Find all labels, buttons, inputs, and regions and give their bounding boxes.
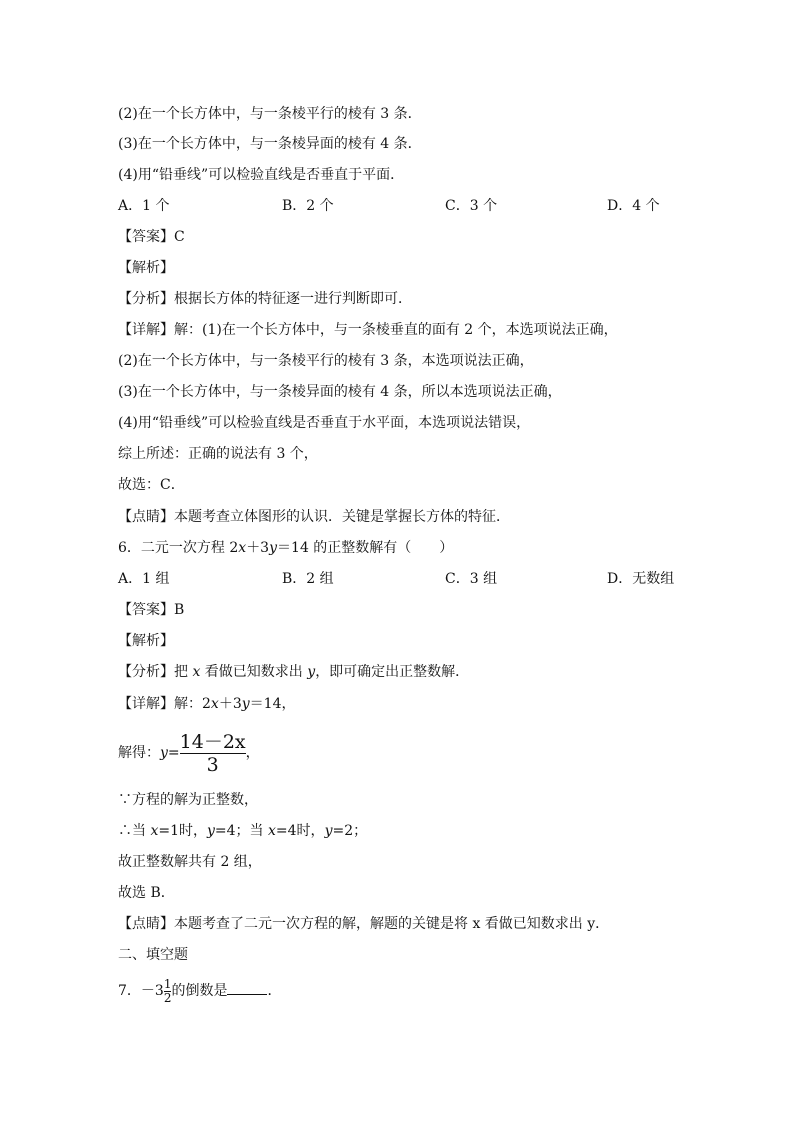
- statement-3: (3)在一个长方体中，与一条棱异面的棱有 4 条．: [118, 136, 422, 152]
- q5-analysis: 【分析】根据长方体的特征逐一进行判断即可．: [118, 291, 412, 307]
- q5-detail-4: (4)用“铅垂线”可以检验直线是否垂直于水平面，本选项说法错误，: [118, 415, 531, 431]
- q5-option-c: C．3 个: [445, 198, 498, 214]
- q5-option-d: D．4 个: [607, 198, 660, 214]
- q6-step-4: 故选 B．: [118, 885, 175, 901]
- q6-option-b: B．2 组: [282, 571, 334, 587]
- q5-detail-1: 【详解】解：(1)在一个长方体中，与一条棱垂直的面有 2 个，本选项说法正确，: [118, 322, 618, 338]
- q5-comment: 【点睛】本题考查立体图形的认识．关键是掌握长方体的特征．: [118, 509, 510, 525]
- q6-step-2: ∴当 x=1时，y=4；当 x=4时，y=2；: [118, 823, 368, 839]
- q5-option-a: A．1 个: [118, 198, 170, 214]
- solution-fraction: $\frac{14-2x}{3}$: [179, 730, 246, 776]
- q5-detail-6: 故选：C．: [118, 477, 185, 493]
- q6-solution: 解得：y= $\frac{14-2x}{3}$ ，: [118, 730, 260, 776]
- q6-detail: 【详解】解：2x＋3y＝14，: [118, 696, 296, 712]
- answer-blank[interactable]: [227, 981, 267, 995]
- q5-answer: 【答案】C: [118, 229, 185, 245]
- statement-2: (2)在一个长方体中，与一条棱平行的棱有 3 条．: [118, 106, 422, 122]
- q5-detail-5: 综上所述：正确的说法有 3 个，: [118, 446, 318, 462]
- q6-answer: 【答案】B: [118, 602, 185, 618]
- q6-question: 6．二元一次方程 2x＋3y＝14 的正整数解有（ ）: [118, 540, 454, 556]
- q6-step-1: ∵方程的解为正整数，: [118, 792, 258, 808]
- statement-4: (4)用“铅垂线”可以检验直线是否垂直于平面．: [118, 167, 405, 183]
- q5-option-b: B．2 个: [282, 198, 334, 214]
- q5-analysis-heading: 【解析】: [118, 260, 174, 276]
- mixed-number-fraction: $\frac{1}{2}$: [163, 976, 172, 1005]
- q6-comment: 【点睛】本题考查了二元一次方程的解，解题的关键是将 x 看做已知数求出 y．: [118, 916, 610, 932]
- q5-detail-3: (3)在一个长方体中，与一条棱异面的棱有 4 条，所以本选项说法正确，: [118, 384, 562, 400]
- q6-analysis: 【分析】把 x 看做已知数求出 y，即可确定出正整数解．: [118, 664, 470, 680]
- section-heading-fill-in: 二、填空题: [118, 947, 188, 963]
- q5-detail-2: (2)在一个长方体中，与一条棱平行的棱有 3 条，本选项说法正确，: [118, 353, 534, 369]
- q6-option-c: C．3 组: [445, 571, 498, 587]
- q6-step-3: 故正整数解共有 2 组，: [118, 854, 262, 870]
- q6-option-d: D．无数组: [607, 571, 675, 587]
- q6-option-a: A．1 组: [118, 571, 170, 587]
- q7-question: 7．－3 $\frac{1}{2}$ 的倒数是 ．: [118, 976, 282, 1005]
- q6-analysis-heading: 【解析】: [118, 633, 174, 649]
